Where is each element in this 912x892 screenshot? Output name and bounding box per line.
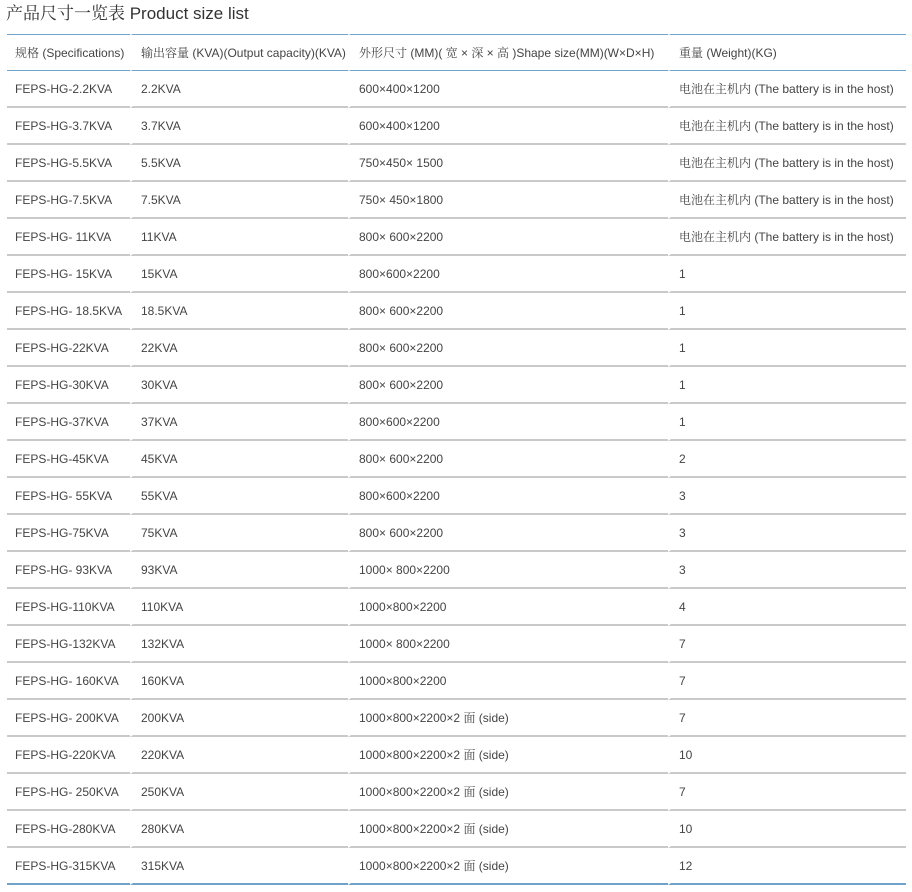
- product-size-table: [7, 34, 906, 885]
- cell-specification: FEPS-HG-220KVA: [7, 737, 130, 774]
- header-shape-size: 外形尺寸 (MM)( 宽 × 深 × 高 )Shape size(MM)(W×D×H): [348, 34, 668, 71]
- table-row: [7, 367, 906, 404]
- cell-shape-size: 600×400×1200: [348, 108, 668, 145]
- table-row: [7, 145, 906, 182]
- table-row: [7, 848, 906, 885]
- cell-shape-size: 800× 600×2200: [348, 219, 668, 256]
- cell-output-capacity: 75KVA: [130, 515, 348, 552]
- cell-weight: 电池在主机内 (The battery is in the host): [668, 145, 906, 182]
- table-row: [7, 330, 906, 367]
- cell-specification: FEPS-HG-75KVA: [7, 515, 130, 552]
- cell-weight: 12: [668, 848, 906, 885]
- cell-shape-size: 800×600×2200: [348, 404, 668, 441]
- cell-shape-size: 800× 600×2200: [348, 367, 668, 404]
- cell-shape-size: 600×400×1200: [348, 71, 668, 108]
- cell-weight: 1: [668, 293, 906, 330]
- cell-shape-size: 1000×800×2200×2 面 (side): [348, 737, 668, 774]
- cell-specification: FEPS-HG- 18.5KVA: [7, 293, 130, 330]
- cell-output-capacity: 45KVA: [130, 441, 348, 478]
- cell-shape-size: 800× 600×2200: [348, 330, 668, 367]
- cell-output-capacity: 3.7KVA: [130, 108, 348, 145]
- page-title: 产品尺寸一览表 Product size list: [6, 4, 249, 23]
- header-specifications: 规格 (Specifications): [7, 34, 130, 71]
- table-row: [7, 589, 906, 626]
- cell-shape-size: 1000× 800×2200: [348, 552, 668, 589]
- table-row: [7, 404, 906, 441]
- cell-weight: 7: [668, 774, 906, 811]
- cell-weight: 7: [668, 626, 906, 663]
- header-output-capacity: 输出容量 (KVA)(Output capacity)(KVA): [130, 34, 348, 71]
- cell-weight: 10: [668, 811, 906, 848]
- cell-output-capacity: 2.2KVA: [130, 71, 348, 108]
- table-row: [7, 219, 906, 256]
- cell-weight: 3: [668, 478, 906, 515]
- cell-weight: 1: [668, 404, 906, 441]
- cell-shape-size: 1000×800×2200×2 面 (side): [348, 700, 668, 737]
- cell-shape-size: 1000×800×2200: [348, 589, 668, 626]
- cell-shape-size: 1000×800×2200×2 面 (side): [348, 811, 668, 848]
- cell-specification: FEPS-HG-7.5KVA: [7, 182, 130, 219]
- cell-shape-size: 1000×800×2200×2 面 (side): [348, 848, 668, 885]
- cell-weight: 1: [668, 256, 906, 293]
- cell-weight: 2: [668, 441, 906, 478]
- cell-weight: 4: [668, 589, 906, 626]
- table-row: [7, 552, 906, 589]
- table-row: [7, 774, 906, 811]
- table-row: [7, 515, 906, 552]
- cell-shape-size: 800× 600×2200: [348, 441, 668, 478]
- cell-shape-size: 1000×800×2200: [348, 663, 668, 700]
- cell-output-capacity: 220KVA: [130, 737, 348, 774]
- cell-weight: 电池在主机内 (The battery is in the host): [668, 71, 906, 108]
- cell-specification: FEPS-HG- 11KVA: [7, 219, 130, 256]
- table-row: [7, 478, 906, 515]
- cell-specification: FEPS-HG-3.7KVA: [7, 108, 130, 145]
- cell-output-capacity: 160KVA: [130, 663, 348, 700]
- cell-shape-size: 800×600×2200: [348, 478, 668, 515]
- cell-output-capacity: 315KVA: [130, 848, 348, 885]
- cell-shape-size: 750×450× 1500: [348, 145, 668, 182]
- cell-output-capacity: 110KVA: [130, 589, 348, 626]
- cell-specification: FEPS-HG- 200KVA: [7, 700, 130, 737]
- table-row: [7, 293, 906, 330]
- cell-output-capacity: 7.5KVA: [130, 182, 348, 219]
- cell-specification: FEPS-HG-315KVA: [7, 848, 130, 885]
- cell-weight: 1: [668, 367, 906, 404]
- cell-specification: FEPS-HG- 15KVA: [7, 256, 130, 293]
- table-row: [7, 182, 906, 219]
- cell-specification: FEPS-HG-5.5KVA: [7, 145, 130, 182]
- cell-specification: FEPS-HG-110KVA: [7, 589, 130, 626]
- cell-specification: FEPS-HG-280KVA: [7, 811, 130, 848]
- cell-specification: FEPS-HG-30KVA: [7, 367, 130, 404]
- cell-specification: FEPS-HG-45KVA: [7, 441, 130, 478]
- table-header-row: [7, 34, 906, 71]
- cell-specification: FEPS-HG-22KVA: [7, 330, 130, 367]
- cell-output-capacity: 5.5KVA: [130, 145, 348, 182]
- table-row: [7, 663, 906, 700]
- cell-weight: 10: [668, 737, 906, 774]
- cell-weight: 电池在主机内 (The battery is in the host): [668, 108, 906, 145]
- cell-specification: FEPS-HG- 55KVA: [7, 478, 130, 515]
- cell-output-capacity: 15KVA: [130, 256, 348, 293]
- cell-output-capacity: 93KVA: [130, 552, 348, 589]
- cell-output-capacity: 55KVA: [130, 478, 348, 515]
- cell-output-capacity: 30KVA: [130, 367, 348, 404]
- cell-output-capacity: 132KVA: [130, 626, 348, 663]
- cell-output-capacity: 22KVA: [130, 330, 348, 367]
- cell-shape-size: 1000× 800×2200: [348, 626, 668, 663]
- cell-weight: 3: [668, 515, 906, 552]
- cell-specification: FEPS-HG- 93KVA: [7, 552, 130, 589]
- table-row: [7, 626, 906, 663]
- cell-shape-size: 800× 600×2200: [348, 293, 668, 330]
- table-row: [7, 256, 906, 293]
- cell-specification: FEPS-HG- 160KVA: [7, 663, 130, 700]
- table-row: [7, 441, 906, 478]
- cell-shape-size: 800×600×2200: [348, 256, 668, 293]
- table-body: [7, 71, 906, 885]
- cell-output-capacity: 18.5KVA: [130, 293, 348, 330]
- cell-weight: 电池在主机内 (The battery is in the host): [668, 182, 906, 219]
- header-weight: 重量 (Weight)(KG): [668, 34, 906, 71]
- table-row: [7, 737, 906, 774]
- table-row: [7, 71, 906, 108]
- cell-output-capacity: 37KVA: [130, 404, 348, 441]
- cell-output-capacity: 11KVA: [130, 219, 348, 256]
- cell-shape-size: 1000×800×2200×2 面 (side): [348, 774, 668, 811]
- cell-specification: FEPS-HG-37KVA: [7, 404, 130, 441]
- cell-specification: FEPS-HG-2.2KVA: [7, 71, 130, 108]
- cell-specification: FEPS-HG- 250KVA: [7, 774, 130, 811]
- cell-shape-size: 800× 600×2200: [348, 515, 668, 552]
- cell-weight: 7: [668, 663, 906, 700]
- cell-specification: FEPS-HG-132KVA: [7, 626, 130, 663]
- cell-shape-size: 750× 450×1800: [348, 182, 668, 219]
- cell-weight: 电池在主机内 (The battery is in the host): [668, 219, 906, 256]
- cell-output-capacity: 250KVA: [130, 774, 348, 811]
- table-row: [7, 108, 906, 145]
- cell-output-capacity: 200KVA: [130, 700, 348, 737]
- cell-weight: 7: [668, 700, 906, 737]
- table-row: [7, 700, 906, 737]
- table-row: [7, 811, 906, 848]
- cell-output-capacity: 280KVA: [130, 811, 348, 848]
- cell-weight: 1: [668, 330, 906, 367]
- cell-weight: 3: [668, 552, 906, 589]
